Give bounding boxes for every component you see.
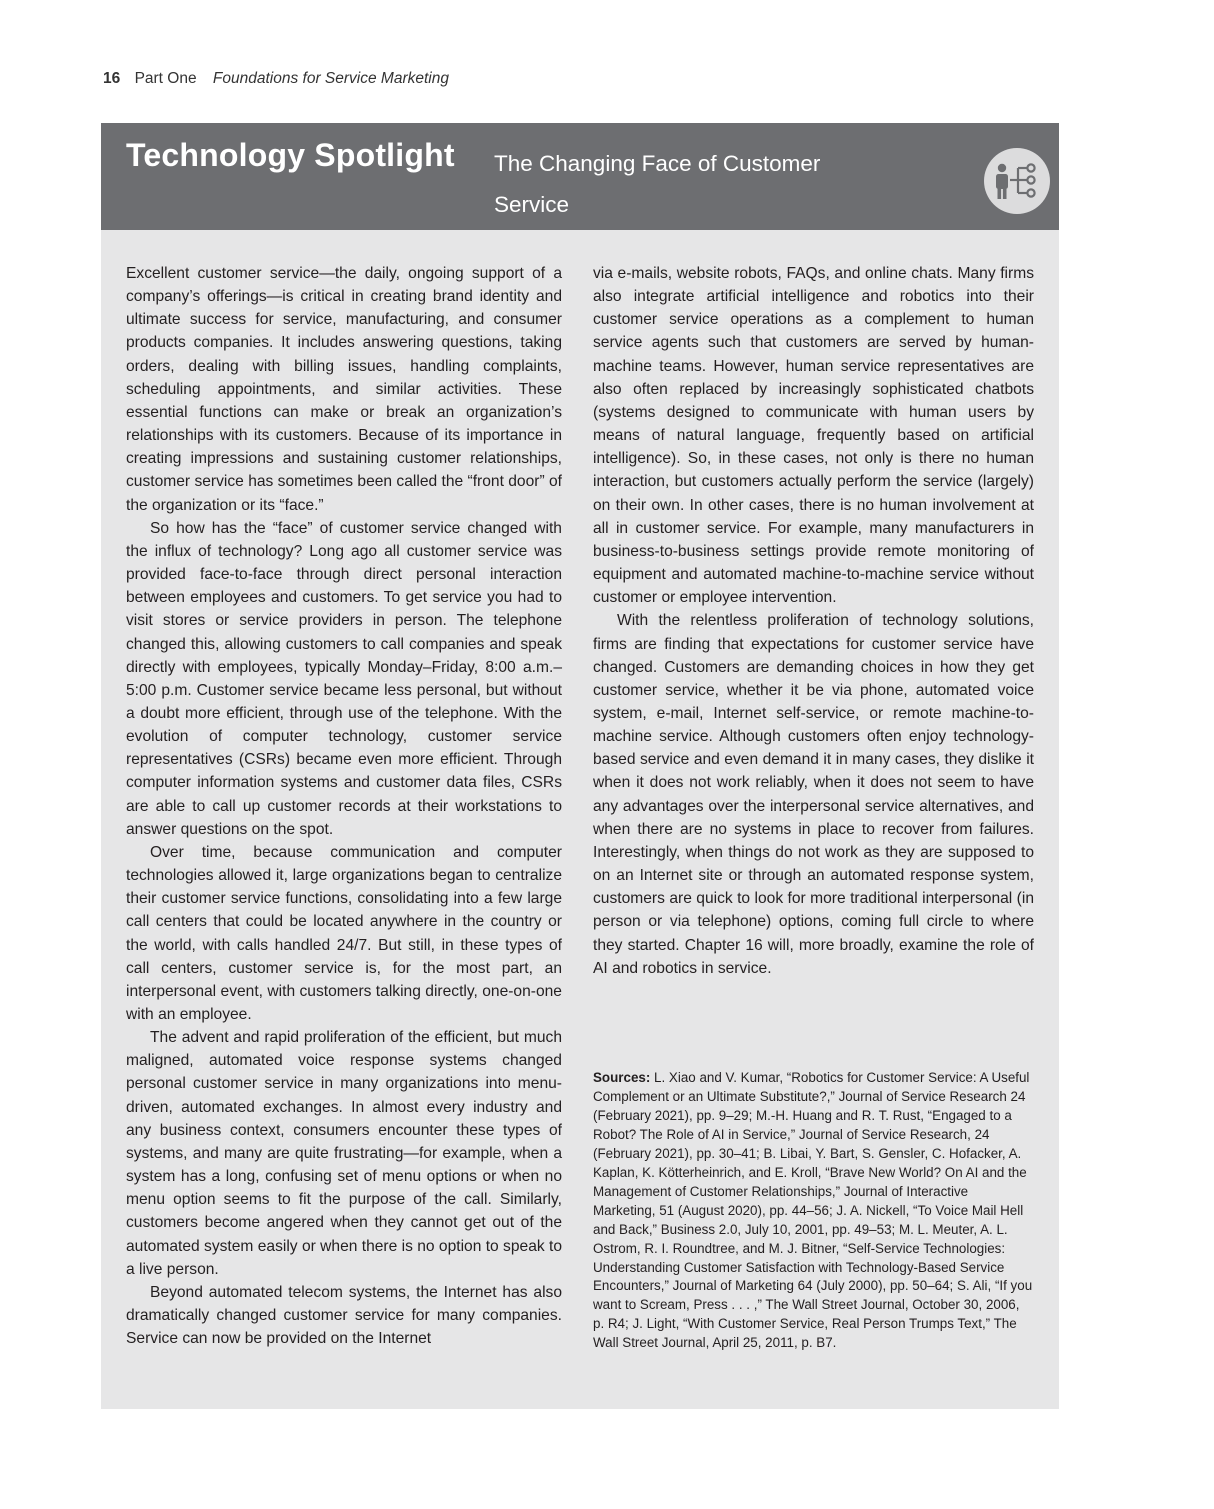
sources-text: L. Xiao and V. Kumar, “Robotics for Customer Service: A Useful Complement or an Ultimate Substitute?,” Journal of Service Research 24 (February 2021), pp. 9–29; M.-H. Huang and R. T. Rust, “Engaged to a Robot? The Role of AI in Service,” Journal of Service Research, 24 (February 2021), pp. 30–41; B. Libai, Y. Bart, S. Gensler, C. Hofacker, A. Kaplan, K. Kötterheinrich, and E. Kroll, “Brave New World? On AI and the Management of Customer Relationships,” Journal of Interactive Marketing, 51 (August 2020), pp. 44–56; J. A. Nickell, “To Voice Mail Hell and Back,” Business 2.0, July 10, 2001, pp. 49–53; M. L. Meuter, A. L. Ostrom, R. I. Roundtree, and M. J. Bitner, “Self-Service Technologies: Understanding Customer Satisfaction with Technology-Based Service Encounters,” Journal of Marketing 64 (July 2000), pp. 50–64; S. Ali, “If you want to Scream, Press . . . ,” The Wall Street Journal, October 30, 2006, p. R4; J. Light, “With Customer Service, Real Person Trumps Text,” The Wall Street Journal, April 25, 2011, p. B7. [593,1070,1033,1351]
paragraph: Beyond automated telecom systems, the Internet has also dramatically changed customer service for many companies. Service can now be provided on the Internet [126,1283,562,1348]
paragraph: So how has the “face” of customer service changed with the influx of technology? Long ago all customer service was provided face-to-face through direct personal interaction between employees and customers. To get service you had to visit stores or service providers in person. The telephone changed this, allowing customers to call companies and speak directly with employees, typically Monday–Friday, 8:00 a.m.–5:00 p.m. Customer service became less personal, but without a doubt more efficient, through use of the telephone. With the evolution of computer technology, customer service representatives (CSRs) became even more efficient. Through computer information systems and customer data files, CSRs are able to call up customer records at their workstations to answer questions on the spot. [126,519,562,838]
right-column [593,262,1034,980]
paragraph: Over time, because communication and computer technologies allowed it, large organizations began to centralize their customer service functions, consolidating into a few large call centers that could be located anywhere in the country or the world, with calls handled 24/7. But still, in these types of call centers, customer service is, for the most part, an interpersonal event, with customers talking directly, one-on-one with an employee. [126,843,562,1023]
people-network-icon [984,148,1050,214]
paragraph: The advent and rapid proliferation of the efficient, but much maligned, automated voice response systems changed personal customer service in many organizations into menu-driven, automated exchanges. In almost every industry and any business context, consumers encounter these types of systems, and many are quite frustrating—for example, when a system has a long, confusing set of menu options or when no menu option seems to fit the purpose of the call. Similarly, customers become angered when they cannot get out of the automated system easily or when there is no option to speak to a live person. [126,1029,563,1278]
spotlight-header [101,123,1059,230]
sources-note [593,1069,1034,1353]
paragraph: With the relentless proliferation of technology solutions, firms are finding that expectations for customer service have changed. Customers are demanding choices in how they get customer service, whether it be via phone, automated voice system, e-mail, Internet self-service, or remote machine-to-machine service. Although customers often enjoy technology-based service and even demand it in many cases, they dislike it when it does not work reliably, when it does not seem to have any advantages over the interpersonal service alternatives, and when there are no systems in place to recover from failures. Interestingly, when things do not work as they are supposed to on an Internet site or through an automated response system, customers are quick to look for more traditional interpersonal (in person or via telephone) options, coming full circle to where they started. Chapter 16 will, more broadly, examine the role of AI and robotics in service. [593,612,1034,977]
paragraph: Excellent customer service—the daily, ongoing support of a company’s offerings—is critical in creating brand identity and ultimate success for service, manufacturing, and consumer products companies. It includes answering questions, taking orders, dealing with billing issues, handling complaints, scheduling appointments, and similar activities. These essential functions can make or break an organization’s relationships with its customers. Because of its importance in creating impressions and sustaining customer relationships, customer service has sometimes been called the “front door” of the organization or its “face.” [126,265,562,514]
running-head [103,70,449,88]
left-column [126,262,562,1350]
paragraph: via e-mails, website robots, FAQs, and online chats. Many firms also integrate artificial intelligence and robotics into their customer service operations as a complement to human service agents such that customers are served by human-machine teams. However, human service representatives are also often replaced by increasingly sophisticated chatbots (systems designed to communicate with human users by means of natural language, frequently based on artificial intelligence). So, in these cases, not only is there no human interaction, but customers actually perform the service (largely) on their own. In other cases, there is no human involvement at all in customer service. For example, many manufacturers in business-to-business settings provide remote monitoring of equipment and automated machine-to-machine service without customer or employee intervention. [593,265,1034,607]
part-label: Part One [134,70,197,87]
spotlight-title: The Changing Face of Customer Service [494,151,821,217]
part-title: Foundations for Service Marketing [212,70,449,87]
technology-spotlight-box [101,123,1059,1409]
page-number: 16 [103,70,121,87]
spotlight-label: Technology Spotlight [126,137,455,173]
sources-label: Sources: [593,1070,651,1085]
